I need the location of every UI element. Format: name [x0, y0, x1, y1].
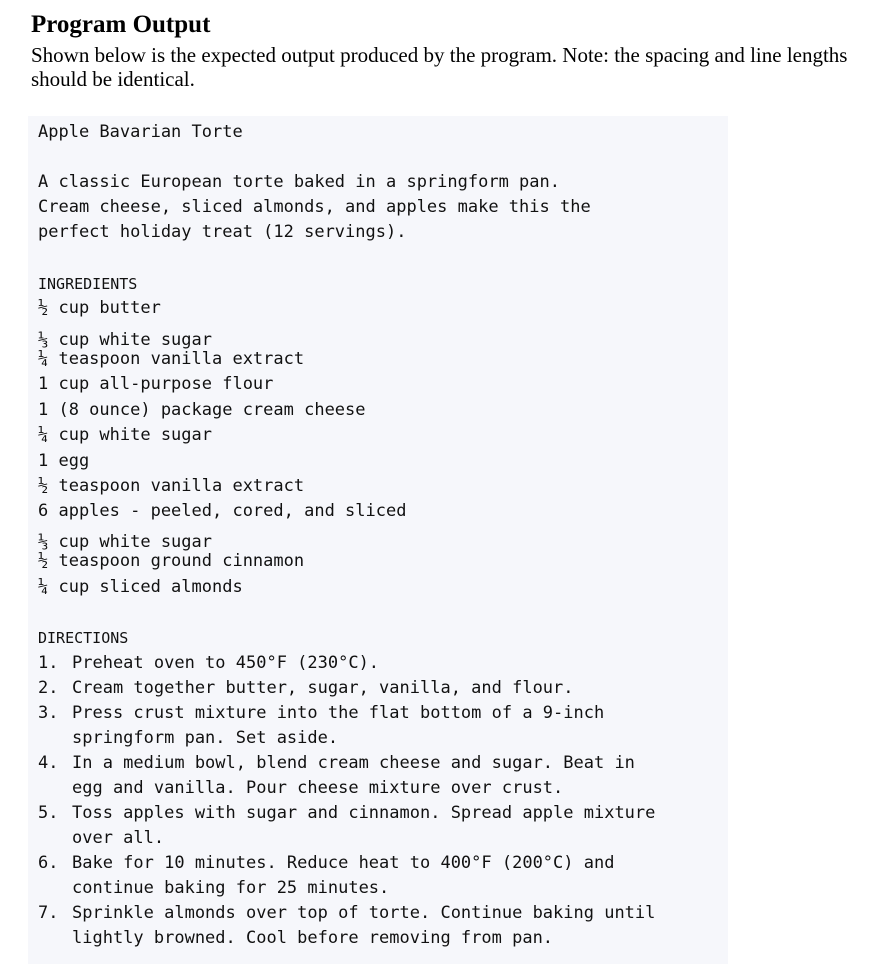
step-text: lightly browned. Cool before removing from pan.: [72, 928, 554, 948]
step-number: 7.: [38, 903, 59, 923]
step-text: Cream together butter, sugar, vanilla, and flour.: [72, 678, 574, 698]
direction-step: [38, 851, 614, 901]
ingredient-item: ½ teaspoon ground cinnamon: [38, 551, 305, 571]
ingredient-item: ¼ teaspoon vanilla extract: [38, 349, 305, 369]
page-title: Program Output: [31, 11, 211, 38]
direction-step: [38, 701, 604, 751]
step-text: In a medium bowl, blend cream cheese and sugar. Beat in: [72, 753, 635, 773]
direction-step: [38, 801, 655, 851]
step-number: 5.: [38, 803, 59, 823]
ingredient-item: ¼ cup sliced almonds: [38, 577, 243, 597]
ingredient-item: 6 apples - peeled, cored, and sliced: [38, 501, 407, 521]
description-line: A classic European torte baked in a springform pan.: [38, 172, 560, 192]
ingredient-item: 1 egg: [38, 451, 90, 471]
ingredient-item: ¼ cup white sugar: [38, 425, 212, 445]
step-text: continue baking for 25 minutes.: [72, 878, 390, 898]
recipe-title: Apple Bavarian Torte: [38, 122, 243, 142]
step-number: 4.: [38, 753, 59, 773]
step-text: egg and vanilla. Pour cheese mixture over crust.: [72, 778, 564, 798]
intro-paragraph: Shown below is the expected output produced by the program. Note: the spacing and line lengths should be identical.: [31, 43, 848, 91]
ingredient-item: ½ cup butter: [38, 298, 161, 318]
ingredient-item: 1 (8 ounce) package cream cheese: [38, 400, 366, 420]
ingredient-item: ⅓ cup white sugar: [38, 330, 212, 350]
step-text: Sprinkle almonds over top of torte. Continue baking until: [72, 903, 656, 923]
ingredient-item: ⅓ cup white sugar: [38, 532, 212, 552]
direction-step: [38, 901, 655, 951]
description-line: Cream cheese, sliced almonds, and apples make this the: [38, 197, 591, 217]
step-number: 1.: [38, 653, 59, 673]
step-text: Toss apples with sugar and cinnamon. Spread apple mixture: [72, 803, 656, 823]
direction-step: [38, 676, 574, 701]
step-text: Preheat oven to 450°F (230°C).: [72, 653, 380, 673]
step-text: springform pan. Set aside.: [72, 728, 339, 748]
step-text: Bake for 10 minutes. Reduce heat to 400°F (200°C) and: [72, 853, 615, 873]
ingredients-heading: INGREDIENTS: [38, 275, 138, 293]
step-number: 3.: [38, 703, 59, 723]
ingredient-item: ½ teaspoon vanilla extract: [38, 476, 305, 496]
step-text: Press crust mixture into the flat bottom of a 9-inch: [72, 703, 605, 723]
description-line: perfect holiday treat (12 servings).: [38, 222, 407, 242]
direction-step: [38, 751, 635, 801]
step-number: 6.: [38, 853, 59, 873]
directions-heading: DIRECTIONS: [38, 629, 129, 647]
direction-step: [38, 651, 379, 676]
step-number: 2.: [38, 678, 59, 698]
step-text: over all.: [72, 828, 165, 848]
ingredient-item: 1 cup all-purpose flour: [38, 374, 274, 394]
